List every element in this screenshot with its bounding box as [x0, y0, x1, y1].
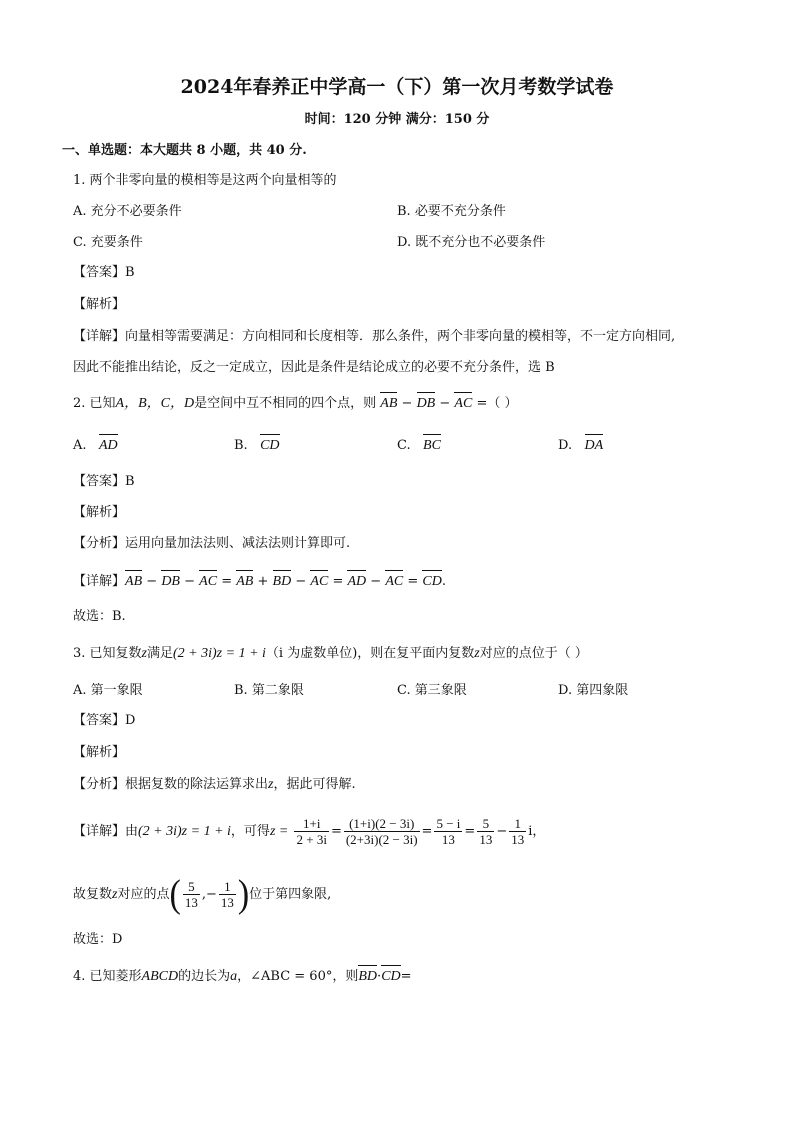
q3-fenxi-b: ，据此可得解.	[273, 777, 356, 792]
q3-equals: =	[421, 824, 433, 839]
q4-abcd: ABCD	[141, 969, 179, 984]
q3-stem-a: 3. 已知复数	[73, 646, 142, 661]
q3-option-d: D. 第四象限	[558, 683, 629, 698]
q2-detail-term: AB	[125, 574, 143, 589]
q2-detail-op: −	[146, 574, 158, 589]
q1-option-d: D. 既不充分也不必要条件	[397, 235, 546, 250]
q2-detail-op: =	[221, 574, 233, 589]
q3-stem-c: （i 为虚数单位)，则在复平面内复数	[265, 646, 475, 661]
q3-z: z	[474, 646, 480, 661]
q2-expr-op: −	[401, 396, 413, 411]
q3-z-eq: z =	[269, 824, 289, 839]
q3-z: z	[112, 887, 118, 902]
q1-option-c: C. 充要条件	[73, 235, 143, 250]
q3-fraction	[477, 816, 494, 847]
q3-option-c: C. 第三象限	[397, 683, 467, 698]
q2-option-vector: BC	[423, 438, 441, 453]
q3-point	[73, 874, 331, 916]
q2-detail-end: .	[441, 574, 447, 589]
q2-stem-points: A，B，C，D	[115, 396, 195, 411]
q3-fenxi	[73, 776, 356, 794]
q3-fraction-den: 13	[441, 832, 455, 847]
q3-fenxi-a: 【分析】根据复数的除法运算求出	[73, 777, 269, 792]
q2-option-c	[397, 437, 441, 455]
q1-answer: 【答案】B	[73, 265, 135, 280]
q4-stem-c: ，∠ABC = 60°	[237, 969, 333, 984]
q3-point-fraction	[219, 879, 236, 910]
q3-fraction-den: 2 + 3i	[296, 832, 327, 847]
q3-z: z	[268, 777, 274, 792]
q2-fenxi: 【分析】运用向量加法法则、减法法则计算即可.	[73, 536, 351, 551]
q3-fraction-num: 5	[477, 816, 494, 832]
q3-fraction	[434, 816, 462, 847]
q3-fraction-num: 5	[183, 879, 200, 895]
q2-detail-op: +	[257, 574, 269, 589]
q2-option-d	[558, 437, 603, 455]
exam-info: 时间：120 分钟 满分：150 分	[304, 112, 490, 127]
q4-vector: CD	[381, 969, 401, 984]
q3-fraction-num: 5 − i	[436, 816, 461, 831]
q3-fraction-num: 1+i	[294, 816, 328, 832]
q3-fraction-den: 13	[184, 895, 198, 910]
q3-stem-b: 满足	[147, 646, 174, 661]
q2-detail	[73, 573, 446, 591]
q2-option-label: C.	[397, 438, 411, 453]
q3-fraction-num: (1+i)(2 − 3i)	[344, 816, 420, 832]
q3-minus: −	[496, 824, 508, 839]
q3-stem	[73, 645, 588, 663]
q3-detail-a: 【详解】由	[73, 824, 139, 839]
q2-stem	[73, 395, 517, 413]
q4-dot: ·	[377, 969, 382, 984]
q3-fraction-den: 13	[479, 832, 493, 847]
q2-option-label: D.	[558, 438, 573, 453]
q2-stem-mid: 是空间中互不相同的四个点，则	[194, 396, 377, 411]
q4-side: a	[230, 969, 238, 984]
q2-option-b	[234, 437, 280, 455]
q4-stem-b: 的边长为	[178, 969, 231, 984]
q2-expr-term: AC	[454, 396, 473, 411]
q3-z: z	[141, 646, 147, 661]
q4-equals: =	[400, 969, 412, 984]
q2-detail-op: =	[332, 574, 344, 589]
q4-stem-a: 4. 已知菱形	[73, 969, 142, 984]
q3-fraction-den: 13	[511, 832, 525, 847]
q2-choose: 故选：B.	[73, 609, 126, 624]
q2-detail-op: =	[407, 574, 419, 589]
q2-option-a	[73, 437, 118, 455]
q3-option-b: B. 第二象限	[234, 683, 304, 698]
q2-detail-term: CD	[422, 574, 442, 589]
q3-fraction	[509, 816, 526, 847]
q2-detail-term: AC	[385, 574, 404, 589]
q2-option-vector: DA	[584, 438, 604, 453]
q3-stem-d: 对应的点位于（ ）	[479, 646, 588, 661]
q4-stem	[73, 968, 412, 986]
q1-detail-line2: 因此不能推出结论，反之一定成立，因此是条件是结论成立的必要不充分条件，选 B	[73, 360, 555, 375]
q1-option-a: A. 充分不必要条件	[73, 204, 182, 219]
q2-detail-op: −	[295, 574, 307, 589]
q2-option-vector: AD	[98, 438, 118, 453]
q2-detail-term: AD	[347, 574, 367, 589]
q3-fraction-num: 1	[219, 879, 236, 895]
q2-analysis-label: 【解析】	[73, 505, 126, 520]
q3-detail-tail: i，	[528, 824, 546, 839]
q3-fraction-num: 1	[509, 816, 526, 832]
page-title: 2024年春养正中学高一（下）第一次月考数学试卷	[180, 76, 614, 98]
q3-point-c: 位于第四象限,	[249, 887, 332, 902]
q2-detail-term: AB	[236, 574, 254, 589]
q2-detail-label: 【详解】	[73, 574, 126, 589]
q3-analysis-label: 【解析】	[73, 745, 126, 760]
q3-equation: (2 + 3i)z = 1 + i	[173, 646, 266, 661]
q1-analysis-label: 【解析】	[73, 297, 126, 312]
q3-option-a: A. 第一象限	[73, 683, 143, 698]
q3-choose: 故选：D	[73, 932, 123, 947]
q3-fraction	[294, 816, 328, 847]
q3-fraction	[344, 816, 420, 847]
q3-point-fraction	[183, 879, 200, 910]
q2-detail-term: DB	[161, 574, 180, 589]
q3-point-comma: ,−	[201, 887, 217, 902]
q1-detail-line1: 【详解】向量相等需要满足：方向相同和长度相等．那么条件，两个非零向量的模相等，不一定方向相同,	[73, 329, 676, 344]
q2-detail-op: −	[184, 574, 196, 589]
q3-equals: =	[464, 824, 476, 839]
q3-fraction-den: 13	[220, 895, 234, 910]
q2-expr-op: −	[439, 396, 451, 411]
q2-detail-term: AC	[199, 574, 218, 589]
q3-equation: (2 + 3i)z = 1 + i	[138, 824, 231, 839]
q2-option-vector: CD	[260, 438, 280, 453]
q2-option-label: B.	[234, 438, 248, 453]
q2-detail-term: AC	[310, 574, 329, 589]
q3-point-b: 对应的点	[117, 887, 170, 902]
left-paren: (	[169, 872, 181, 916]
q3-point-a: 故复数	[73, 887, 113, 902]
q2-stem-prefix: 2. 已知	[73, 396, 116, 411]
q3-detail	[73, 812, 545, 852]
q1-option-b: B. 必要不充分条件	[397, 204, 506, 219]
q1-stem: 1. 两个非零向量的模相等是这两个向量相等的	[73, 173, 337, 188]
q3-detail-b: ，可得	[230, 824, 270, 839]
q2-detail-op: −	[370, 574, 382, 589]
q3-equals: =	[330, 824, 342, 839]
q3-answer: 【答案】D	[73, 713, 136, 728]
right-paren: )	[237, 872, 250, 916]
q2-expr-term: DB	[416, 396, 436, 411]
q2-answer: 【答案】B	[73, 474, 135, 489]
q2-expr-tail: =（ ）	[476, 396, 518, 411]
q2-expr-term: AB	[380, 396, 398, 411]
q4-vector: BD	[358, 969, 378, 984]
q2-option-label: A.	[73, 438, 87, 453]
q2-detail-term: BD	[272, 574, 292, 589]
q3-fraction-den: (2+3i)(2 − 3i)	[345, 832, 418, 847]
q4-stem-d: ，则	[332, 969, 359, 984]
section-heading: 一、单选题：本大题共 8 小题，共 40 分.	[62, 143, 307, 158]
